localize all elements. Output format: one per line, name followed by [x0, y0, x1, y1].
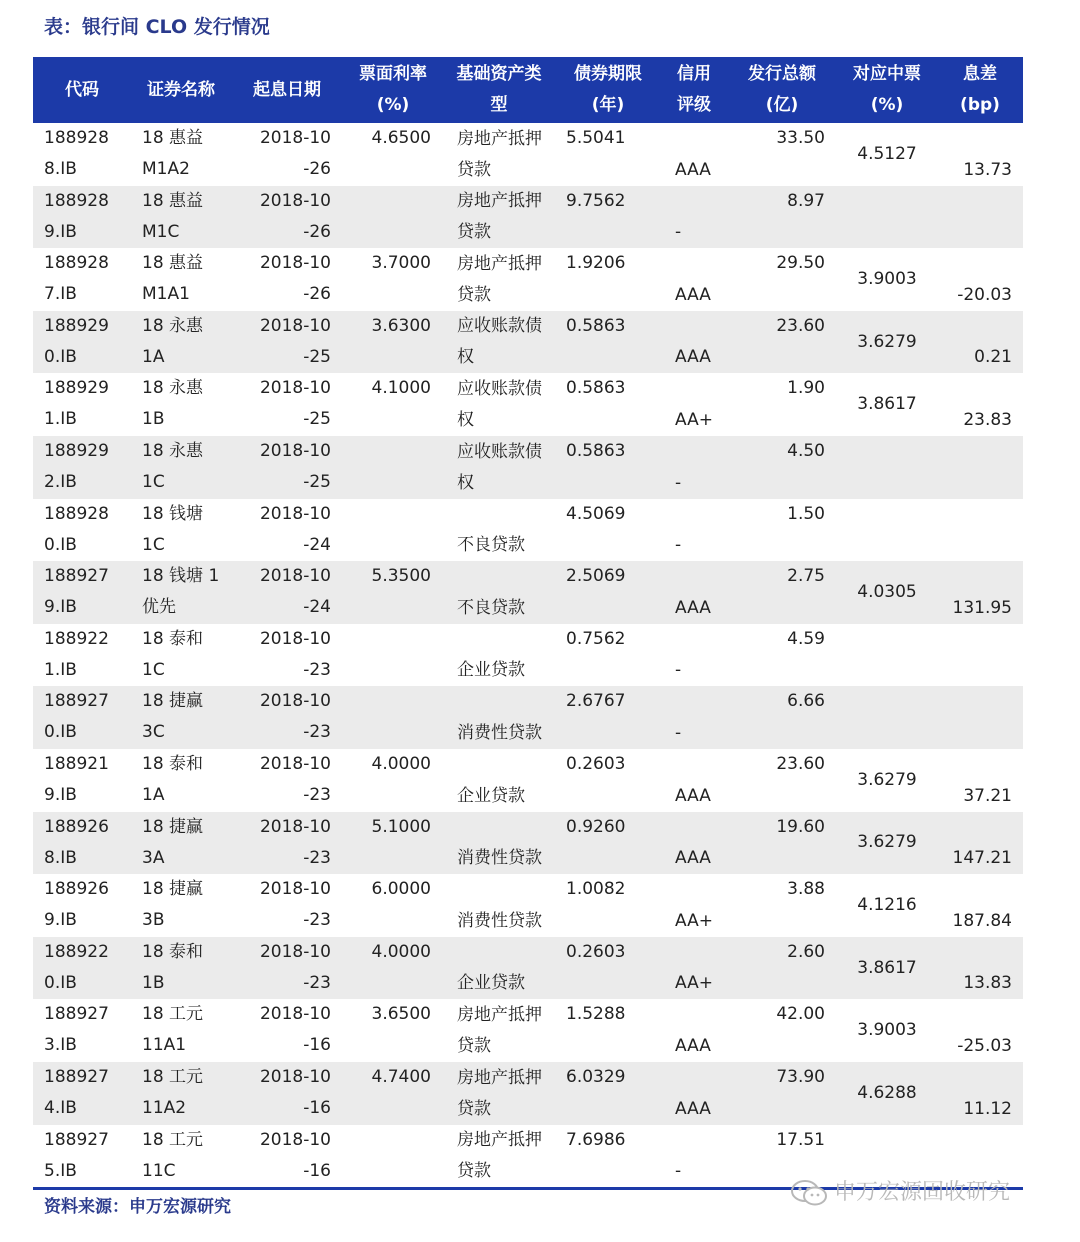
cell-date: 2018-10 -23: [231, 812, 343, 875]
cell-rating: AAA: [675, 159, 711, 180]
cell-mtn: [837, 186, 937, 249]
cell-code: 188929 1.IB: [44, 378, 109, 430]
cell-name: 18 永惠 1C: [131, 436, 231, 499]
cell-amount: 1.50: [787, 503, 825, 524]
cell-mtn: [837, 624, 937, 687]
cell-date: 2018-10 -16: [259, 1004, 331, 1056]
table-title: 表：银行间 CLO 发行情况: [44, 16, 270, 38]
cell-rating: -: [661, 436, 727, 499]
cell-date: 2018-10 -23: [259, 879, 331, 931]
table-row: [33, 812, 1023, 875]
cell-mtn: 3.9003: [857, 1020, 917, 1041]
cell-asset: 房地产抵押 贷款: [457, 253, 542, 305]
cell-amount: 2.60: [727, 937, 837, 1000]
cell-coupon: 4.0000: [343, 937, 443, 1000]
column-header-spread: 息差 (bp): [937, 57, 1023, 123]
cell-name: 18 永惠 1B: [142, 378, 204, 430]
cell-code: 188928 8.IB: [44, 128, 109, 179]
cell-term: 9.7562: [555, 186, 661, 249]
cell-code: 188927 5.IB: [44, 1129, 109, 1181]
cell-asset: 不良贷款: [443, 561, 555, 624]
cell-code: 188926 9.IB: [44, 879, 109, 931]
cell-code: 188926 8.IB: [33, 812, 131, 875]
cell-asset: 不良贷款: [457, 535, 525, 556]
cell-coupon: 5.3500: [343, 561, 443, 624]
cell-spread: 13.73: [963, 159, 1012, 180]
cell-code: 188927 4.IB: [33, 1062, 131, 1125]
cell-asset: 消费性贷款: [457, 910, 542, 931]
cell-asset: 房地产抵押 贷款: [457, 1130, 542, 1182]
cell-name: 18 钱塘 1 优先: [131, 561, 231, 624]
cell-name: 18 捷赢 3C: [131, 686, 231, 749]
cell-mtn: 4.5127: [857, 143, 917, 164]
cell-spread: 187.84: [952, 910, 1012, 931]
cell-code: 188922 1.IB: [44, 628, 109, 680]
cell-rating: -: [675, 1161, 682, 1182]
column-header-mtn: 对应中票 (%): [837, 57, 937, 123]
cell-coupon: 3.7000: [371, 253, 431, 274]
cell-asset: 应收账款债 权: [457, 378, 542, 430]
cell-coupon: [343, 686, 443, 749]
clo-issuance-table: [33, 57, 1023, 1187]
cell-coupon: 4.7400: [343, 1062, 443, 1125]
cell-spread: 37.21: [963, 785, 1012, 806]
cell-name: 18 惠益 M1A1: [142, 253, 204, 305]
cell-date: 2018-10 -16: [259, 1129, 331, 1181]
cell-mtn: 4.0305: [837, 561, 937, 624]
cell-spread: [937, 499, 1023, 562]
cell-name: 18 工元 11A2: [131, 1062, 231, 1125]
cell-name: 18 惠益 M1A2: [142, 128, 204, 179]
cell-date: 2018-10 -25: [259, 378, 331, 430]
cell-date: 2018-10 -26: [259, 128, 331, 179]
cell-code: 188927 0.IB: [33, 686, 131, 749]
cell-spread: 131.95: [937, 561, 1023, 624]
cell-asset: 企业贷款: [443, 937, 555, 1000]
cell-name: 18 钱塘 1C: [142, 503, 204, 555]
cell-rating: AAA: [661, 1062, 727, 1125]
wechat-icon: [790, 1178, 828, 1208]
cell-coupon: 4.1000: [371, 378, 431, 399]
cell-spread: 147.21: [937, 812, 1023, 875]
cell-name: 18 捷赢 3B: [142, 879, 204, 931]
cell-amount: 29.50: [776, 253, 825, 274]
cell-asset: 房地产抵押 贷款: [443, 1062, 555, 1125]
cell-date: 2018-10 -24: [259, 503, 331, 555]
cell-code: 188922 0.IB: [33, 937, 131, 1000]
cell-term: 2.6767: [555, 686, 661, 749]
cell-code: 188927 3.IB: [44, 1004, 109, 1056]
cell-asset: 消费性贷款: [443, 686, 555, 749]
cell-mtn: [837, 686, 937, 749]
column-header-rating: 信用 评级: [661, 57, 727, 123]
table-row: [33, 686, 1023, 749]
cell-name: 18 泰和 1C: [142, 628, 204, 680]
cell-mtn: [837, 436, 937, 499]
cell-asset: 应收账款债 权: [443, 436, 555, 499]
cell-rating: AAA: [661, 311, 727, 374]
cell-rating: -: [675, 535, 682, 556]
table-row: [33, 436, 1023, 499]
cell-date: 2018-10 -23: [259, 753, 331, 805]
cell-spread: -25.03: [957, 1035, 1012, 1056]
table-row: [33, 624, 1023, 687]
cell-amount: 73.90: [727, 1062, 837, 1125]
cell-term: 0.5863: [566, 378, 626, 399]
cell-code: 188928 0.IB: [44, 503, 109, 555]
watermark-text: 申万宏源固收研究: [834, 1180, 1011, 1205]
cell-spread: [937, 186, 1023, 249]
table-row: [33, 874, 1023, 937]
cell-term: 2.5069: [555, 561, 661, 624]
cell-mtn: 4.6288: [837, 1062, 937, 1125]
table-row: [33, 373, 1023, 436]
cell-date: 2018-10 -16: [231, 1062, 343, 1125]
cell-code: 188928 9.IB: [33, 186, 131, 249]
cell-date: 2018-10 -26: [231, 186, 343, 249]
cell-term: 7.6986: [566, 1129, 626, 1150]
cell-coupon: 6.0000: [371, 879, 431, 900]
cell-mtn: [837, 499, 937, 562]
cell-code: 188927 9.IB: [33, 561, 131, 624]
cell-rating: -: [661, 186, 727, 249]
table-row: [33, 999, 1023, 1062]
cell-asset: 消费性贷款: [443, 812, 555, 875]
column-header-code: 代码: [33, 57, 131, 123]
cell-term: 0.2603: [566, 753, 626, 774]
cell-term: 4.5069: [566, 503, 626, 524]
cell-mtn: 3.6279: [857, 769, 917, 790]
table-row: [33, 499, 1023, 562]
column-header-date: 起息日期: [231, 57, 343, 123]
cell-term: 0.5863: [555, 311, 661, 374]
cell-coupon: [343, 1125, 443, 1188]
cell-asset: 房地产抵押 贷款: [457, 128, 542, 180]
cell-rating: -: [675, 660, 682, 681]
cell-amount: 17.51: [776, 1129, 825, 1150]
cell-name: 18 惠益 M1C: [131, 186, 231, 249]
cell-rating: AAA: [661, 561, 727, 624]
cell-code: 188921 9.IB: [44, 753, 109, 805]
cell-coupon: [343, 436, 443, 499]
table-row: [33, 123, 1023, 186]
cell-amount: 3.88: [787, 879, 825, 900]
cell-amount: 6.66: [727, 686, 837, 749]
cell-amount: 1.90: [787, 378, 825, 399]
cell-spread: [937, 686, 1023, 749]
cell-spread: 23.83: [963, 409, 1012, 430]
cell-spread: 13.83: [937, 937, 1023, 1000]
table-row: [33, 1062, 1023, 1125]
cell-term: 0.9260: [555, 812, 661, 875]
cell-rating: AAA: [675, 1035, 711, 1056]
cell-amount: 4.50: [727, 436, 837, 499]
column-header-name: 证券名称: [131, 57, 231, 123]
cell-name: 18 永惠 1A: [131, 311, 231, 374]
cell-spread: [937, 624, 1023, 687]
cell-coupon: 4.6500: [371, 128, 431, 148]
table-row: [33, 937, 1023, 1000]
cell-rating: AAA: [661, 812, 727, 875]
cell-term: 1.5288: [566, 1004, 626, 1025]
cell-asset: 应收账款债 权: [443, 311, 555, 374]
cell-date: 2018-10 -25: [231, 436, 343, 499]
cell-spread: 11.12: [937, 1062, 1023, 1125]
source-note: 资料来源：申万宏源研究: [44, 1197, 231, 1217]
cell-code: 188928 7.IB: [44, 253, 109, 305]
cell-rating: AA+: [661, 937, 727, 1000]
cell-asset: 企业贷款: [457, 785, 525, 806]
cell-asset: 房地产抵押 贷款: [457, 1004, 542, 1056]
cell-rating: AAA: [675, 785, 711, 806]
cell-asset: 房地产抵押 贷款: [443, 186, 555, 249]
cell-term: 0.2603: [555, 937, 661, 1000]
cell-amount: 33.50: [776, 128, 825, 148]
cell-coupon: 5.1000: [343, 812, 443, 875]
cell-coupon: 4.0000: [371, 753, 431, 774]
cell-code: 188929 0.IB: [33, 311, 131, 374]
cell-coupon: [343, 499, 443, 562]
watermark: [790, 1176, 1010, 1210]
cell-date: 2018-10 -23: [231, 686, 343, 749]
cell-spread: -20.03: [957, 284, 1012, 305]
table-header-row: [33, 57, 1023, 123]
cell-name: 18 泰和 1B: [131, 937, 231, 1000]
cell-spread: 0.21: [937, 311, 1023, 374]
cell-rating: AA+: [675, 409, 713, 430]
cell-amount: 23.60: [727, 311, 837, 374]
cell-date: 2018-10 -25: [231, 311, 343, 374]
table-row: [33, 186, 1023, 249]
cell-amount: 42.00: [776, 1004, 825, 1025]
cell-term: 0.5863: [555, 436, 661, 499]
table-row: [33, 248, 1023, 311]
cell-mtn: 4.1216: [857, 894, 917, 915]
table-row: [33, 311, 1023, 374]
cell-rating: AA+: [675, 910, 713, 931]
cell-name: 18 泰和 1A: [142, 753, 204, 805]
cell-code: 188929 2.IB: [33, 436, 131, 499]
cell-mtn: 3.9003: [857, 268, 917, 289]
cell-amount: 2.75: [727, 561, 837, 624]
cell-name: 18 捷赢 3A: [131, 812, 231, 875]
column-header-amount: 发行总额 (亿): [727, 57, 837, 123]
cell-amount: 8.97: [727, 186, 837, 249]
cell-term: 5.5041: [566, 128, 626, 148]
table-row: [33, 749, 1023, 812]
cell-coupon: [343, 186, 443, 249]
cell-coupon: 3.6300: [343, 311, 443, 374]
cell-amount: 23.60: [776, 753, 825, 774]
cell-coupon: [343, 624, 443, 687]
cell-mtn: 3.8617: [837, 937, 937, 1000]
cell-name: 18 工元 11C: [142, 1129, 204, 1181]
cell-rating: AAA: [675, 284, 711, 305]
cell-spread: [937, 436, 1023, 499]
table-row: [33, 561, 1023, 624]
cell-coupon: 3.6500: [371, 1004, 431, 1025]
cell-name: 18 工元 11A1: [142, 1004, 204, 1056]
cell-term: 0.7562: [566, 628, 626, 649]
cell-date: 2018-10 -23: [231, 937, 343, 1000]
cell-mtn: 3.6279: [837, 311, 937, 374]
cell-term: 1.9206: [566, 253, 626, 274]
cell-mtn: 3.6279: [837, 812, 937, 875]
column-header-coupon: 票面利率 (%): [343, 57, 443, 123]
cell-term: 1.0082: [566, 879, 626, 900]
cell-term: 6.0329: [555, 1062, 661, 1125]
column-header-term: 债券期限 (年): [555, 57, 661, 123]
cell-date: 2018-10 -23: [259, 628, 331, 680]
cell-amount: 4.59: [787, 628, 825, 649]
cell-amount: 19.60: [727, 812, 837, 875]
cell-rating: -: [661, 686, 727, 749]
cell-date: 2018-10 -26: [259, 253, 331, 305]
column-header-asset: 基础资产类 型: [443, 57, 555, 123]
cell-asset: 企业贷款: [457, 660, 525, 681]
cell-mtn: 3.8617: [857, 394, 917, 415]
cell-date: 2018-10 -24: [231, 561, 343, 624]
